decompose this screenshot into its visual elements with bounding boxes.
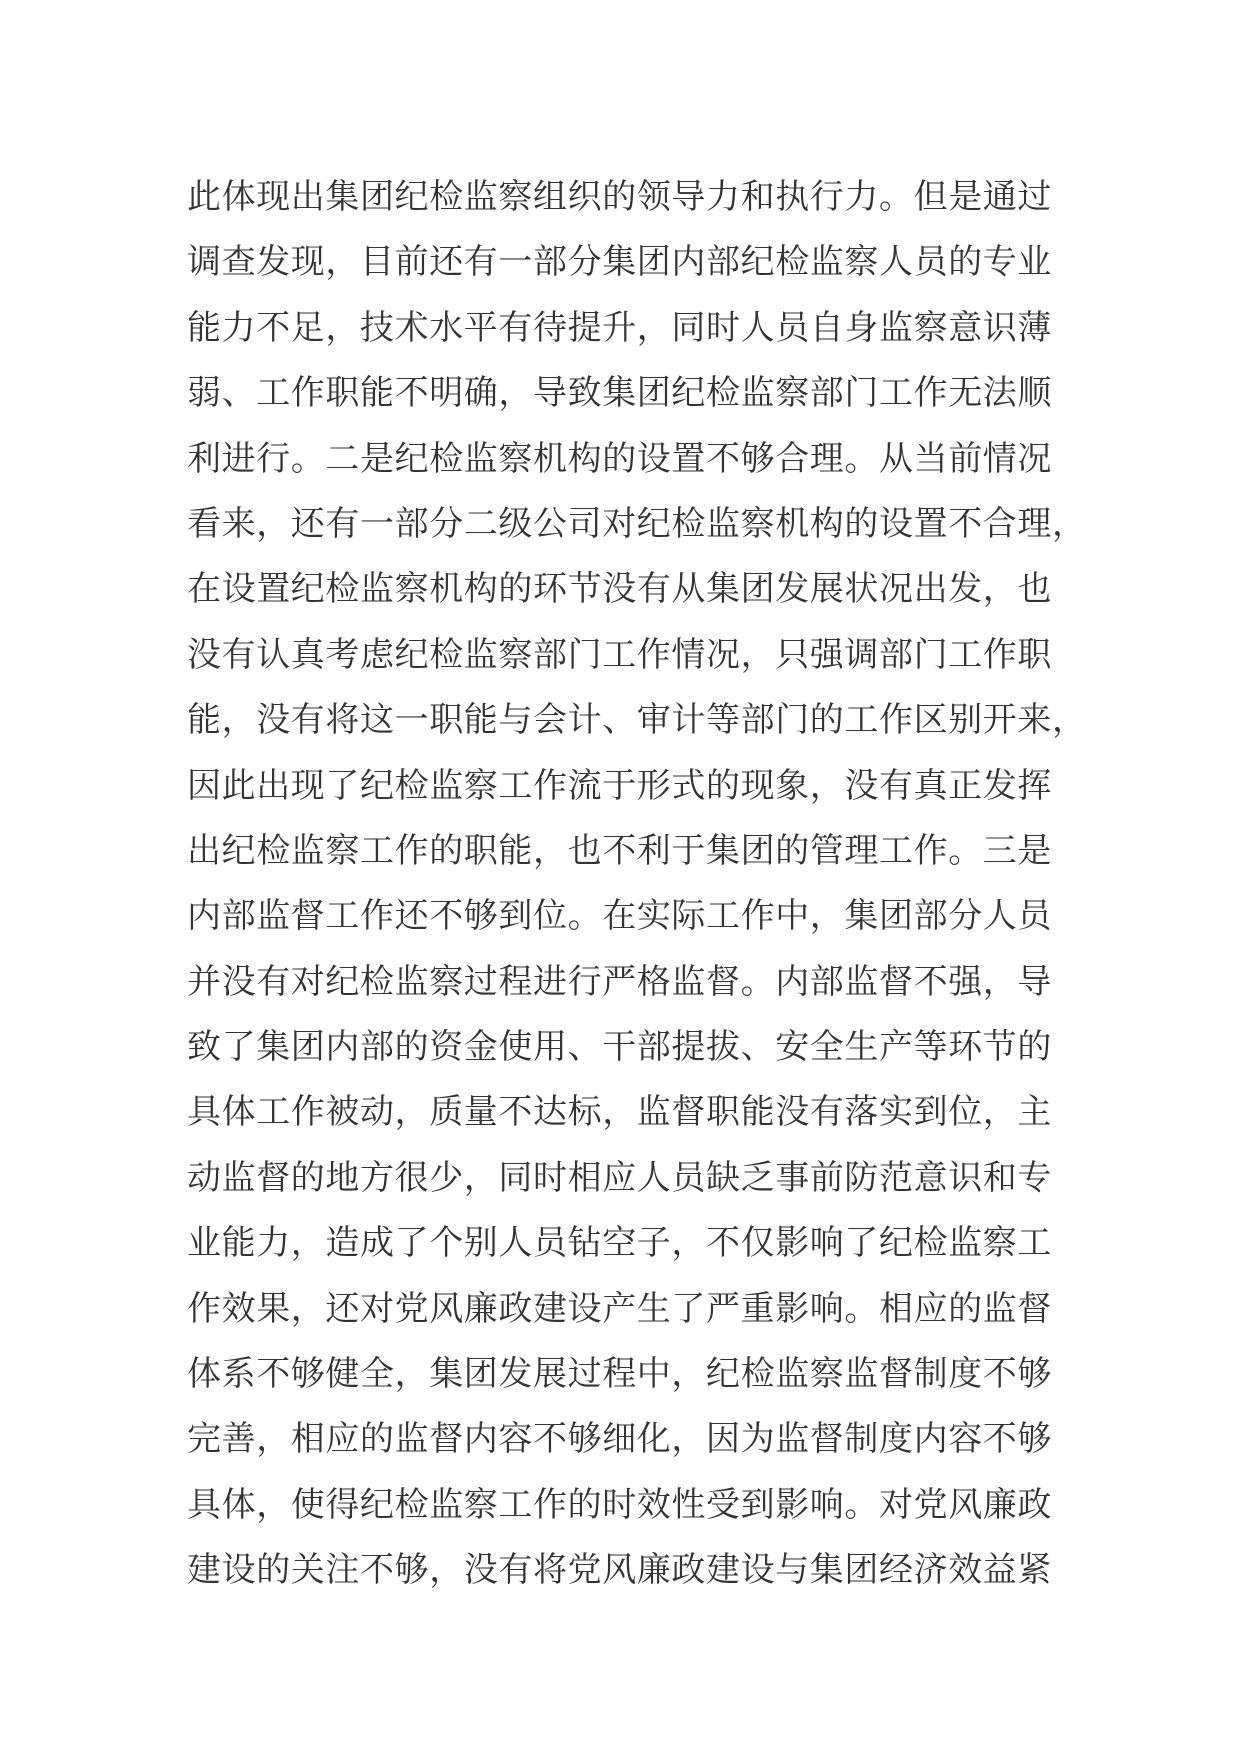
text-line: 利进行。二是纪检监察机构的设置不够合理。从当前情况 (187, 438, 1052, 479)
text-line: 完善，相应的监督内容不够细化，因为监督制度内容不够 (187, 1419, 1052, 1460)
text-line: 体系不够健全，集团发展过程中，纪检监察监督制度不够 (187, 1354, 1052, 1395)
text-line: 此体现出集团纪检监察组织的领导力和执行力。但是通过 (187, 177, 1052, 217)
text-line: 致了集团内部的资金使用、干部提拔、安全生产等环节的 (187, 1027, 1052, 1068)
text-line: 内部监督工作还不够到位。在实际工作中，集团部分人员 (187, 896, 1052, 937)
text-line: 能，没有将这一职能与会计、审计等部门的工作区别开来， (187, 700, 1087, 741)
body-paragraph (187, 165, 1087, 1604)
text-line: 作效果，还对党风廉政建设产生了严重影响。相应的监督 (187, 1288, 1052, 1329)
text-line: 业能力，造成了个别人员钻空子，不仅影响了纪检监察工 (187, 1223, 1052, 1264)
text-line: 调查发现，目前还有一部分集团内部纪检监察人员的专业 (187, 242, 1052, 283)
text-line: 动监督的地方很少，同时相应人员缺乏事前防范意识和专 (187, 1157, 1052, 1198)
text-line: 弱、工作职能不明确，导致集团纪检监察部门工作无法顺 (187, 373, 1052, 414)
text-line: 没有认真考虑纪检监察部门工作情况，只强调部门工作职 (187, 634, 1052, 675)
text-line: 建设的关注不够，没有将党风廉政建设与集团经济效益紧 (187, 1550, 1052, 1591)
text-line: 并没有对纪检监察过程进行严格监督。内部监督不强，导 (187, 961, 1052, 1002)
text-line: 看来，还有一部分二级公司对纪检监察机构的设置不合理， (187, 503, 1087, 544)
text-line: 出纪检监察工作的职能，也不利于集团的管理工作。三是 (187, 830, 1052, 871)
text-line: 在设置纪检监察机构的环节没有从集团发展状况出发，也 (187, 569, 1052, 610)
text-line: 因此出现了纪检监察工作流于形式的现象，没有真正发挥 (187, 765, 1052, 806)
text-line: 具体工作被动，质量不达标，监督职能没有落实到位，主 (187, 1092, 1052, 1133)
text-line: 具体，使得纪检监察工作的时效性受到影响。对党风廉政 (187, 1484, 1052, 1525)
text-line: 能力不足，技术水平有待提升，同时人员自身监察意识薄 (187, 307, 1052, 348)
